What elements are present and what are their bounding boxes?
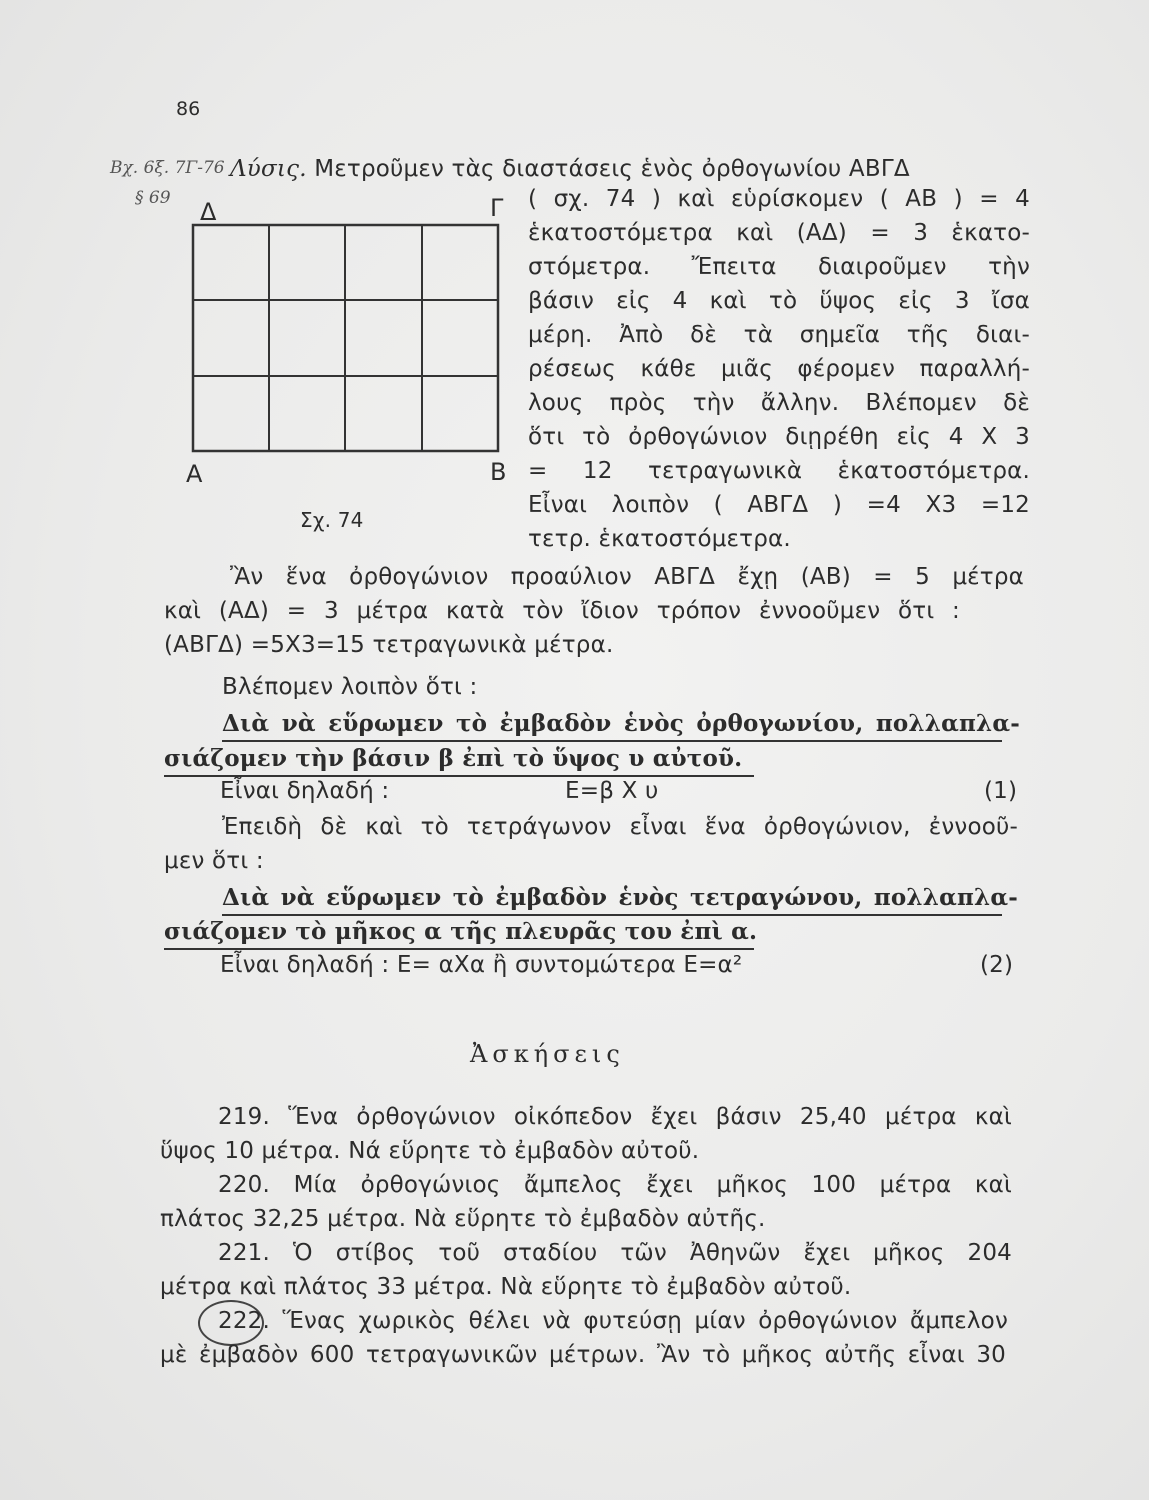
exercise-219-line-1: ὕψος 10 μέτρα. Νά εὕρητε τὸ ἐμβαδὸν αὐτοῦ. [160, 1138, 700, 1164]
solution-line-2: ἑκατοστόμετρα καὶ (ΑΔ) = 3 ἑκατο- [528, 220, 1030, 246]
rule2-line-1: σιάζομεν τὸ μῆκος α τῆς πλευρᾶς του ἐπὶ α. [164, 918, 758, 945]
solution-line-10: Εἶναι λοιπὸν ( ΑΒΓΔ ) =4 Χ3 =12 [528, 492, 1030, 518]
formula1-label: Εἶναι δηλαδή : [220, 778, 390, 804]
exercise-222-line-0: 222. Ἕνας χωρικὸς θέλει νὰ φυτεύσῃ μίαν ὀρθογώνιον ἄμπελον [218, 1308, 1008, 1334]
page-number: 86 [176, 98, 201, 120]
paragraph-line-2: (ΑΒΓΔ) =5Χ3=15 τετραγωνικὰ μέτρα. [164, 632, 614, 658]
exercise-219-line-0: 219. Ἕνα ὀρθογώνιον οἰκόπεδον ἔχει βάσιν 25,40 μέτρα καὶ [218, 1104, 1012, 1130]
margin-note-1: Βχ. 6ξ. 7Γ-76 [110, 158, 225, 178]
exercise-222-line-1: μὲ ἐμβαδὸν 600 τετραγωνικῶν μέτρων. Ἂν τὸ μῆκος αὐτῆς εἶναι 30 [160, 1342, 1006, 1368]
exercise-220-line-0: 220. Μία ὀρθογώνιος ἄμπελος ἔχει μῆκος 100 μέτρα καὶ [218, 1172, 1012, 1198]
rule1-line-0: Διὰ νὰ εὕρωμεν τὸ ἐμβαδὸν ἑνὸς ὀρθογωνίου, πολλαπλα- [222, 710, 1020, 737]
paragraph-line-0: Ἂν ἕνα ὀρθογώνιον προαύλιον ΑΒΓΔ ἔχῃ (ΑΒ) = 5 μέτρα [230, 564, 1024, 590]
exercise-221-line-0: 221. Ὁ στίβος τοῦ σταδίου τῶν Ἀθηνῶν ἔχει μῆκος 204 [218, 1240, 1012, 1266]
solution-label: Λύσις. [230, 156, 307, 182]
solution-line-4: βάσιν εἰς 4 καὶ τὸ ὕψος εἰς 3 ἴσα [528, 288, 1030, 314]
paragraph-line-1: καὶ (ΑΔ) = 3 μέτρα κατὰ τὸν ἴδιον τρόπον ἐννοοῦμεν ὅτι : [164, 598, 960, 624]
solution-line-1: ( σχ. 74 ) καὶ εὑρίσκομεν ( ΑΒ ) = 4 [528, 186, 1030, 212]
exercise-221-line-1: μέτρα καὶ πλάτος 33 μέτρα. Νὰ εὕρητε τὸ ἐμβαδὸν αὐτοῦ. [160, 1274, 852, 1300]
formula1-expression: Ε=β Χ υ [565, 778, 659, 804]
rule2-underline-1 [164, 948, 754, 950]
formula2-text: Εἶναι δηλαδή : Ε= αΧα ἢ συντομώτερα Ε=α² [220, 952, 743, 978]
square-line-1: μεν ὅτι : [164, 848, 264, 874]
solution-line-9: = 12 τετραγωνικὰ ἑκατοστόμετρα. [528, 458, 1030, 484]
square-line-0: Ἐπειδὴ δὲ καὶ τὸ τετράγωνον εἶναι ἕνα ὀρθογώνιον, ἐννοοῦ- [222, 814, 1018, 840]
conclusion-intro: Βλέπομεν λοιπὸν ὅτι : [222, 674, 478, 700]
exercises-heading: Ἀσκήσεις [470, 1040, 625, 1068]
rule2-underline-0 [222, 914, 1002, 916]
formula2-number: (2) [980, 952, 1014, 978]
rule1-underline-1 [164, 775, 754, 777]
solution-line-7: λους πρὸς τὴν ἄλλην. Βλέπομεν δὲ [528, 390, 1030, 416]
solution-line-11: τετρ. ἑκατοστόμετρα. [528, 526, 791, 552]
rule1-line-1: σιάζομεν τὴν βάσιν β ἐπὶ τὸ ὕψος υ αὐτοῦ. [164, 745, 743, 772]
solution-line-5: μέρη. Ἀπὸ δὲ τὰ σημεῖα τῆς διαι- [528, 322, 1030, 348]
rule1-underline-0 [222, 740, 1002, 742]
figure-74-rectangle-grid [190, 222, 502, 454]
vertex-delta-label: Δ [200, 198, 217, 226]
margin-note-2: § 69 [135, 188, 171, 208]
figure-caption: Σχ. 74 [300, 508, 364, 532]
solution-line-8: ὅτι τὸ ὀρθογώνιον διῃρέθη εἰς 4 Χ 3 [528, 424, 1030, 450]
exercise-220-line-1: πλάτος 32,25 μέτρα. Νὰ εὕρητε τὸ ἐμβαδὸν αὐτῆς. [160, 1206, 766, 1232]
vertex-gamma-label: Γ [490, 194, 504, 222]
solution-line-3: στόμετρα. Ἔπειτα διαιροῦμεν τὴν [528, 254, 1030, 280]
solution-line-0: Μετροῦμεν τὰς διαστάσεις ἑνὸς ὀρθογωνίου ΑΒΓΔ [314, 156, 910, 182]
vertex-alpha-label: Α [186, 460, 203, 488]
rule2-line-0: Διὰ νὰ εὕρωμεν τὸ ἐμβαδὸν ἑνὸς τετραγώνου, πολλαπλα- [222, 884, 1018, 911]
formula1-number: (1) [984, 778, 1018, 804]
solution-line-6: ρέσεως κάθε μιᾶς φέρομεν παραλλή- [528, 356, 1030, 382]
vertex-beta-label: Β [490, 458, 507, 486]
